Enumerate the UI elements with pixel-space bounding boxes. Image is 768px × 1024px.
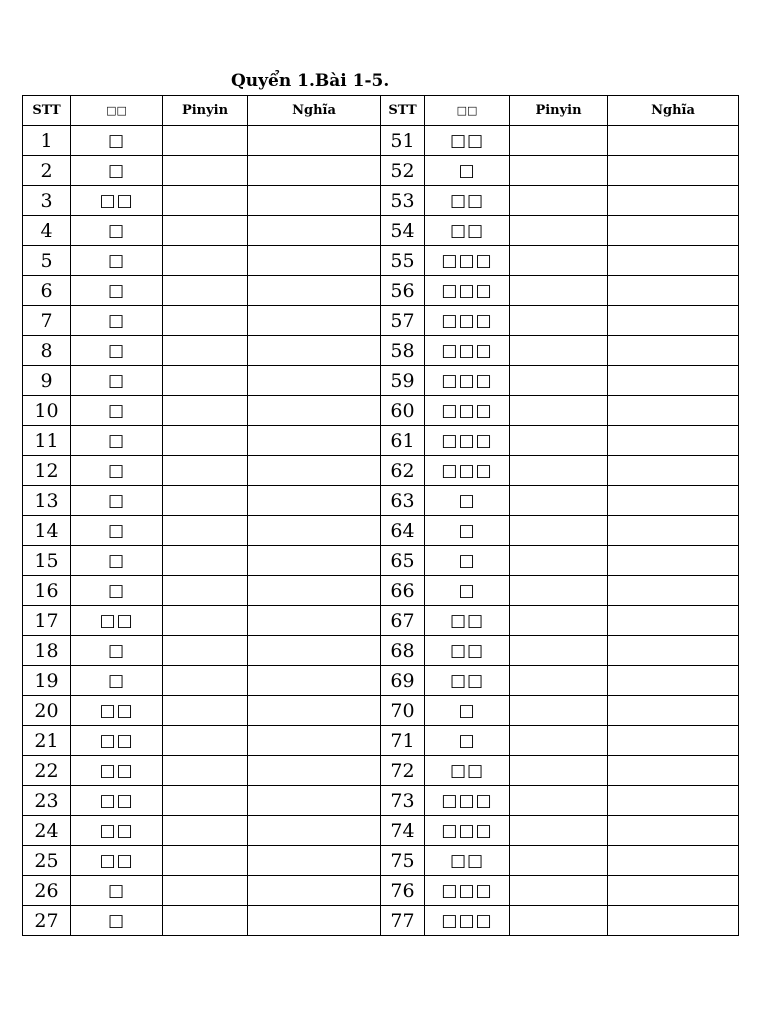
pinyin-cell-right bbox=[510, 696, 608, 726]
stt-cell-left: 20 bbox=[23, 696, 71, 726]
pinyin-cell-right bbox=[510, 846, 608, 876]
meaning-cell-right bbox=[608, 786, 739, 816]
stt-cell-right: 70 bbox=[381, 696, 425, 726]
pinyin-cell-left bbox=[163, 636, 248, 666]
meaning-cell-right bbox=[608, 126, 739, 156]
meaning-cell-right bbox=[608, 576, 739, 606]
stt-cell-right: 55 bbox=[381, 246, 425, 276]
stt-cell-left: 26 bbox=[23, 876, 71, 906]
stt-cell-left: 9 bbox=[23, 366, 71, 396]
stt-cell-left: 24 bbox=[23, 816, 71, 846]
meaning-cell-right bbox=[608, 876, 739, 906]
hanzi-cell-right: □□□ bbox=[425, 816, 510, 846]
stt-cell-right: 71 bbox=[381, 726, 425, 756]
pinyin-cell-right bbox=[510, 306, 608, 336]
table-row bbox=[23, 786, 739, 816]
stt-cell-right: 64 bbox=[381, 516, 425, 546]
meaning-cell-left bbox=[248, 276, 381, 306]
hanzi-cell-left: □ bbox=[71, 306, 163, 336]
table-row bbox=[23, 906, 739, 936]
pinyin-cell-left bbox=[163, 516, 248, 546]
stt-cell-right: 76 bbox=[381, 876, 425, 906]
stt-cell-right: 65 bbox=[381, 546, 425, 576]
pinyin-cell-right bbox=[510, 276, 608, 306]
table-header bbox=[23, 96, 739, 126]
header-pinyin-left: Pinyin bbox=[163, 96, 248, 126]
pinyin-cell-left bbox=[163, 876, 248, 906]
pinyin-cell-left bbox=[163, 186, 248, 216]
meaning-cell-left bbox=[248, 126, 381, 156]
stt-cell-left: 10 bbox=[23, 396, 71, 426]
pinyin-cell-right bbox=[510, 186, 608, 216]
pinyin-cell-right bbox=[510, 756, 608, 786]
hanzi-cell-right: □ bbox=[425, 726, 510, 756]
pinyin-cell-left bbox=[163, 366, 248, 396]
table-row bbox=[23, 876, 739, 906]
stt-cell-left: 22 bbox=[23, 756, 71, 786]
pinyin-cell-right bbox=[510, 666, 608, 696]
meaning-cell-left bbox=[248, 726, 381, 756]
meaning-cell-right bbox=[608, 756, 739, 786]
meaning-cell-right bbox=[608, 666, 739, 696]
hanzi-cell-left: □ bbox=[71, 126, 163, 156]
hanzi-cell-left: □□ bbox=[71, 756, 163, 786]
pinyin-cell-right bbox=[510, 876, 608, 906]
pinyin-cell-left bbox=[163, 576, 248, 606]
pinyin-cell-left bbox=[163, 816, 248, 846]
table-row bbox=[23, 696, 739, 726]
pinyin-cell-left bbox=[163, 546, 248, 576]
pinyin-cell-right bbox=[510, 426, 608, 456]
meaning-cell-left bbox=[248, 756, 381, 786]
header-meaning-right: Nghĩa bbox=[608, 96, 739, 126]
pinyin-cell-right bbox=[510, 336, 608, 366]
hanzi-cell-left: □ bbox=[71, 366, 163, 396]
pinyin-cell-left bbox=[163, 216, 248, 246]
hanzi-cell-left: □ bbox=[71, 486, 163, 516]
hanzi-cell-left: □ bbox=[71, 576, 163, 606]
pinyin-cell-right bbox=[510, 246, 608, 276]
pinyin-cell-left bbox=[163, 276, 248, 306]
meaning-cell-left bbox=[248, 816, 381, 846]
table-row bbox=[23, 666, 739, 696]
stt-cell-right: 73 bbox=[381, 786, 425, 816]
pinyin-cell-left bbox=[163, 336, 248, 366]
stt-cell-right: 56 bbox=[381, 276, 425, 306]
pinyin-cell-left bbox=[163, 426, 248, 456]
meaning-cell-left bbox=[248, 306, 381, 336]
hanzi-cell-right: □□□ bbox=[425, 906, 510, 936]
pinyin-cell-left bbox=[163, 666, 248, 696]
meaning-cell-left bbox=[248, 366, 381, 396]
table-row bbox=[23, 396, 739, 426]
table-row bbox=[23, 336, 739, 366]
table-row bbox=[23, 126, 739, 156]
stt-cell-left: 14 bbox=[23, 516, 71, 546]
stt-cell-left: 27 bbox=[23, 906, 71, 936]
hanzi-cell-left: □ bbox=[71, 276, 163, 306]
pinyin-cell-left bbox=[163, 726, 248, 756]
stt-cell-right: 51 bbox=[381, 126, 425, 156]
stt-cell-right: 68 bbox=[381, 636, 425, 666]
stt-cell-right: 54 bbox=[381, 216, 425, 246]
hanzi-cell-left: □□ bbox=[71, 726, 163, 756]
stt-cell-right: 60 bbox=[381, 396, 425, 426]
meaning-cell-left bbox=[248, 546, 381, 576]
meaning-cell-right bbox=[608, 396, 739, 426]
stt-cell-right: 69 bbox=[381, 666, 425, 696]
header-row bbox=[23, 96, 739, 126]
stt-cell-left: 13 bbox=[23, 486, 71, 516]
pinyin-cell-right bbox=[510, 516, 608, 546]
hanzi-cell-right: □□□ bbox=[425, 276, 510, 306]
hanzi-cell-left: □□ bbox=[71, 786, 163, 816]
table-row bbox=[23, 366, 739, 396]
stt-cell-left: 19 bbox=[23, 666, 71, 696]
pinyin-cell-left bbox=[163, 126, 248, 156]
table-row bbox=[23, 426, 739, 456]
stt-cell-left: 21 bbox=[23, 726, 71, 756]
pinyin-cell-right bbox=[510, 486, 608, 516]
meaning-cell-right bbox=[608, 366, 739, 396]
hanzi-cell-left: □ bbox=[71, 876, 163, 906]
table-row bbox=[23, 216, 739, 246]
table-row bbox=[23, 486, 739, 516]
hanzi-cell-right: □□□ bbox=[425, 246, 510, 276]
stt-cell-left: 18 bbox=[23, 636, 71, 666]
stt-cell-right: 67 bbox=[381, 606, 425, 636]
stt-cell-right: 72 bbox=[381, 756, 425, 786]
meaning-cell-right bbox=[608, 486, 739, 516]
table-row bbox=[23, 636, 739, 666]
meaning-cell-right bbox=[608, 276, 739, 306]
hanzi-cell-right: □□ bbox=[425, 846, 510, 876]
stt-cell-left: 17 bbox=[23, 606, 71, 636]
pinyin-cell-left bbox=[163, 156, 248, 186]
meaning-cell-right bbox=[608, 516, 739, 546]
pinyin-cell-right bbox=[510, 636, 608, 666]
stt-cell-left: 8 bbox=[23, 336, 71, 366]
pinyin-cell-right bbox=[510, 576, 608, 606]
stt-cell-right: 52 bbox=[381, 156, 425, 186]
hanzi-cell-left: □□ bbox=[71, 816, 163, 846]
hanzi-cell-left: □ bbox=[71, 216, 163, 246]
pinyin-cell-left bbox=[163, 906, 248, 936]
meaning-cell-right bbox=[608, 696, 739, 726]
hanzi-cell-right: □□ bbox=[425, 756, 510, 786]
pinyin-cell-left bbox=[163, 786, 248, 816]
meaning-cell-left bbox=[248, 516, 381, 546]
pinyin-cell-right bbox=[510, 786, 608, 816]
meaning-cell-left bbox=[248, 636, 381, 666]
hanzi-cell-right: □□□ bbox=[425, 786, 510, 816]
meaning-cell-left bbox=[248, 426, 381, 456]
hanzi-cell-right: □□□ bbox=[425, 366, 510, 396]
stt-cell-left: 1 bbox=[23, 126, 71, 156]
hanzi-cell-left: □ bbox=[71, 456, 163, 486]
hanzi-cell-right: □ bbox=[425, 546, 510, 576]
meaning-cell-left bbox=[248, 456, 381, 486]
table-row bbox=[23, 156, 739, 186]
header-meaning-left: Nghĩa bbox=[248, 96, 381, 126]
hanzi-cell-right: □ bbox=[425, 576, 510, 606]
stt-cell-left: 2 bbox=[23, 156, 71, 186]
pinyin-cell-right bbox=[510, 546, 608, 576]
stt-cell-right: 63 bbox=[381, 486, 425, 516]
stt-cell-left: 15 bbox=[23, 546, 71, 576]
pinyin-cell-right bbox=[510, 606, 608, 636]
stt-cell-right: 58 bbox=[381, 336, 425, 366]
stt-cell-right: 59 bbox=[381, 366, 425, 396]
stt-cell-left: 11 bbox=[23, 426, 71, 456]
table-row bbox=[23, 516, 739, 546]
meaning-cell-left bbox=[248, 186, 381, 216]
pinyin-cell-right bbox=[510, 216, 608, 246]
table-row bbox=[23, 456, 739, 486]
meaning-cell-right bbox=[608, 246, 739, 276]
meaning-cell-right bbox=[608, 636, 739, 666]
table-row bbox=[23, 276, 739, 306]
stt-cell-right: 62 bbox=[381, 456, 425, 486]
hanzi-cell-right: □□ bbox=[425, 606, 510, 636]
hanzi-cell-right: □ bbox=[425, 486, 510, 516]
hanzi-cell-left: □ bbox=[71, 426, 163, 456]
pinyin-cell-left bbox=[163, 606, 248, 636]
hanzi-cell-right: □□ bbox=[425, 666, 510, 696]
stt-cell-right: 61 bbox=[381, 426, 425, 456]
meaning-cell-left bbox=[248, 846, 381, 876]
hanzi-cell-left: □ bbox=[71, 246, 163, 276]
table-row bbox=[23, 246, 739, 276]
table-row bbox=[23, 756, 739, 786]
hanzi-cell-right: □□ bbox=[425, 216, 510, 246]
header-stt-right: STT bbox=[381, 96, 425, 126]
meaning-cell-right bbox=[608, 726, 739, 756]
header-hanzi-right: □□ bbox=[425, 96, 510, 126]
hanzi-cell-right: □ bbox=[425, 156, 510, 186]
hanzi-cell-right: □ bbox=[425, 516, 510, 546]
meaning-cell-right bbox=[608, 336, 739, 366]
hanzi-cell-right: □ bbox=[425, 696, 510, 726]
hanzi-cell-left: □ bbox=[71, 396, 163, 426]
meaning-cell-left bbox=[248, 246, 381, 276]
meaning-cell-right bbox=[608, 306, 739, 336]
meaning-cell-right bbox=[608, 426, 739, 456]
table-row bbox=[23, 606, 739, 636]
stt-cell-left: 5 bbox=[23, 246, 71, 276]
meaning-cell-left bbox=[248, 336, 381, 366]
hanzi-cell-left: □□ bbox=[71, 606, 163, 636]
meaning-cell-left bbox=[248, 216, 381, 246]
pinyin-cell-left bbox=[163, 486, 248, 516]
hanzi-cell-right: □□□ bbox=[425, 336, 510, 366]
hanzi-cell-right: □□□ bbox=[425, 876, 510, 906]
stt-cell-left: 3 bbox=[23, 186, 71, 216]
meaning-cell-left bbox=[248, 576, 381, 606]
stt-cell-right: 57 bbox=[381, 306, 425, 336]
stt-cell-left: 4 bbox=[23, 216, 71, 246]
pinyin-cell-right bbox=[510, 456, 608, 486]
meaning-cell-left bbox=[248, 666, 381, 696]
hanzi-cell-right: □□ bbox=[425, 186, 510, 216]
header-pinyin-right: Pinyin bbox=[510, 96, 608, 126]
pinyin-cell-left bbox=[163, 246, 248, 276]
table-row bbox=[23, 576, 739, 606]
hanzi-cell-right: □□□ bbox=[425, 456, 510, 486]
stt-cell-left: 6 bbox=[23, 276, 71, 306]
meaning-cell-left bbox=[248, 156, 381, 186]
table-row bbox=[23, 816, 739, 846]
hanzi-cell-left: □□ bbox=[71, 186, 163, 216]
stt-cell-right: 75 bbox=[381, 846, 425, 876]
pinyin-cell-right bbox=[510, 396, 608, 426]
meaning-cell-right bbox=[608, 906, 739, 936]
meaning-cell-left bbox=[248, 786, 381, 816]
hanzi-cell-left: □□ bbox=[71, 846, 163, 876]
pinyin-cell-left bbox=[163, 756, 248, 786]
meaning-cell-left bbox=[248, 696, 381, 726]
pinyin-cell-right bbox=[510, 816, 608, 846]
hanzi-cell-left: □ bbox=[71, 636, 163, 666]
pinyin-cell-right bbox=[510, 906, 608, 936]
pinyin-cell-left bbox=[163, 696, 248, 726]
meaning-cell-left bbox=[248, 606, 381, 636]
vocabulary-table bbox=[22, 95, 739, 936]
pinyin-cell-left bbox=[163, 456, 248, 486]
pinyin-cell-right bbox=[510, 366, 608, 396]
pinyin-cell-right bbox=[510, 126, 608, 156]
table-row bbox=[23, 846, 739, 876]
meaning-cell-right bbox=[608, 846, 739, 876]
stt-cell-right: 53 bbox=[381, 186, 425, 216]
document-title: Quyển 1.Bài 1-5. bbox=[231, 71, 390, 91]
meaning-cell-left bbox=[248, 906, 381, 936]
meaning-cell-right bbox=[608, 816, 739, 846]
meaning-cell-left bbox=[248, 486, 381, 516]
table-body bbox=[23, 126, 739, 936]
header-hanzi-left: □□ bbox=[71, 96, 163, 126]
meaning-cell-right bbox=[608, 186, 739, 216]
stt-cell-right: 77 bbox=[381, 906, 425, 936]
hanzi-cell-right: □□□ bbox=[425, 396, 510, 426]
hanzi-cell-right: □□ bbox=[425, 126, 510, 156]
meaning-cell-left bbox=[248, 876, 381, 906]
pinyin-cell-right bbox=[510, 726, 608, 756]
stt-cell-left: 25 bbox=[23, 846, 71, 876]
meaning-cell-right bbox=[608, 216, 739, 246]
stt-cell-left: 16 bbox=[23, 576, 71, 606]
meaning-cell-right bbox=[608, 156, 739, 186]
pinyin-cell-left bbox=[163, 306, 248, 336]
hanzi-cell-right: □□□ bbox=[425, 306, 510, 336]
hanzi-cell-right: □□ bbox=[425, 636, 510, 666]
hanzi-cell-left: □ bbox=[71, 156, 163, 186]
header-stt-left: STT bbox=[23, 96, 71, 126]
meaning-cell-right bbox=[608, 606, 739, 636]
hanzi-cell-left: □ bbox=[71, 906, 163, 936]
meaning-cell-right bbox=[608, 456, 739, 486]
meaning-cell-left bbox=[248, 396, 381, 426]
table-row bbox=[23, 186, 739, 216]
stt-cell-right: 74 bbox=[381, 816, 425, 846]
hanzi-cell-left: □□ bbox=[71, 696, 163, 726]
meaning-cell-right bbox=[608, 546, 739, 576]
stt-cell-right: 66 bbox=[381, 576, 425, 606]
pinyin-cell-left bbox=[163, 846, 248, 876]
stt-cell-left: 7 bbox=[23, 306, 71, 336]
hanzi-cell-left: □ bbox=[71, 336, 163, 366]
pinyin-cell-right bbox=[510, 156, 608, 186]
table-row bbox=[23, 546, 739, 576]
table-row bbox=[23, 306, 739, 336]
hanzi-cell-left: □ bbox=[71, 546, 163, 576]
hanzi-cell-right: □□□ bbox=[425, 426, 510, 456]
hanzi-cell-left: □ bbox=[71, 666, 163, 696]
stt-cell-left: 12 bbox=[23, 456, 71, 486]
table-row bbox=[23, 726, 739, 756]
pinyin-cell-left bbox=[163, 396, 248, 426]
hanzi-cell-left: □ bbox=[71, 516, 163, 546]
stt-cell-left: 23 bbox=[23, 786, 71, 816]
